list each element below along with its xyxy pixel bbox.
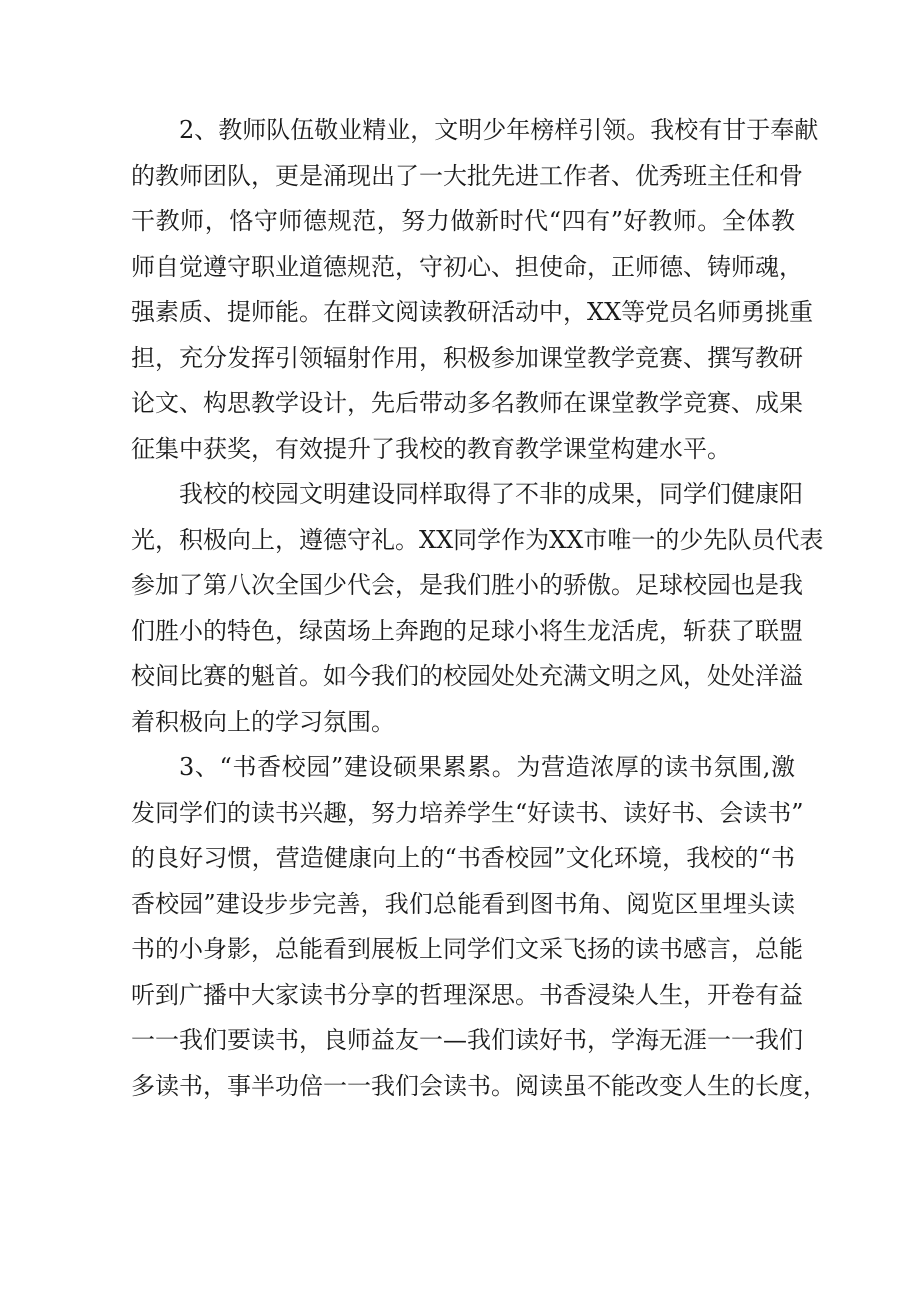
text-line: 多读书，事半功倍一一我们会读书。阅读虽不能改变人生的长度，: [131, 1071, 827, 1100]
text-line: 的教师团队，更是涌现出了一大批先进工作者、优秀班主任和骨: [131, 161, 803, 190]
text-line: 参加了第八次全国少代会，是我们胜小的骄傲。足球校园也是我: [131, 571, 803, 599]
text-line: 发同学们的读书兴趣，努力培养学生“好读书、读好书、会读书”: [131, 798, 804, 827]
text-line: 3、“书香校园”建设硕果累累。为营造浓厚的读书氛围,激: [179, 753, 795, 781]
paragraph-reading-campus: [131, 745, 827, 1109]
text-line: 香校园”建设步步完善，我们总能看到图书角、阅览区里埋头读: [131, 889, 795, 918]
text-line: 光，积极向上，遵德守礼。XX同学作为XX市唯一的少先队员代表: [131, 525, 824, 554]
text-line: 师自觉遵守职业道德规范，守初心、担使命，正师德、铸师魂，: [131, 252, 803, 281]
document-body: [131, 108, 827, 1109]
text-line: 们胜小的特色，绿茵场上奔跑的足球小将生龙活虎，斩获了联盟: [131, 616, 803, 645]
text-line: 担，充分发挥引领辐射作用，积极参加课堂教学竞赛、撰写教研: [131, 343, 803, 372]
text-line: 听到广播中大家读书分享的哲理深思。书香浸染人生，开卷有益: [131, 980, 803, 1009]
text-line: 书的小身影，总能看到展板上同学们文采飞扬的读书感言，总能: [131, 935, 803, 963]
text-line: 2、教师队伍敬业精业，文明少年榜样引领。我校有甘于奉献: [179, 116, 819, 144]
paragraph-campus-civility: [131, 472, 824, 745]
text-line: 着积极向上的学习氛围。: [131, 707, 395, 736]
text-line: 征集中获奖，有效提升了我校的教育教学课堂构建水平。: [131, 434, 731, 463]
text-line: 一一我们要读书，良师益友一—我们读好书，学海无涯一一我们: [131, 1026, 803, 1054]
text-line: 校间比赛的魁首。如今我们的校园处处充满文明之风，处处洋溢: [131, 662, 803, 690]
text-line: 强素质、提师能。在群文阅读教研活动中，XX等党员名师勇挑重: [131, 298, 814, 326]
text-line: 的良好习惯，营造健康向上的“书香校园”文化环境，我校的“书: [131, 844, 795, 872]
text-line: 干教师，恪守师德规范，努力做新时代“四有”好教师。全体教: [131, 207, 795, 235]
text-line: 论文、构思教学设计，先后带动多名教师在课堂教学竞赛、成果: [131, 389, 803, 417]
paragraph-teachers: [131, 108, 819, 472]
text-line: 我校的校园文明建设同样取得了不非的成果，同学们健康阳: [179, 480, 803, 508]
